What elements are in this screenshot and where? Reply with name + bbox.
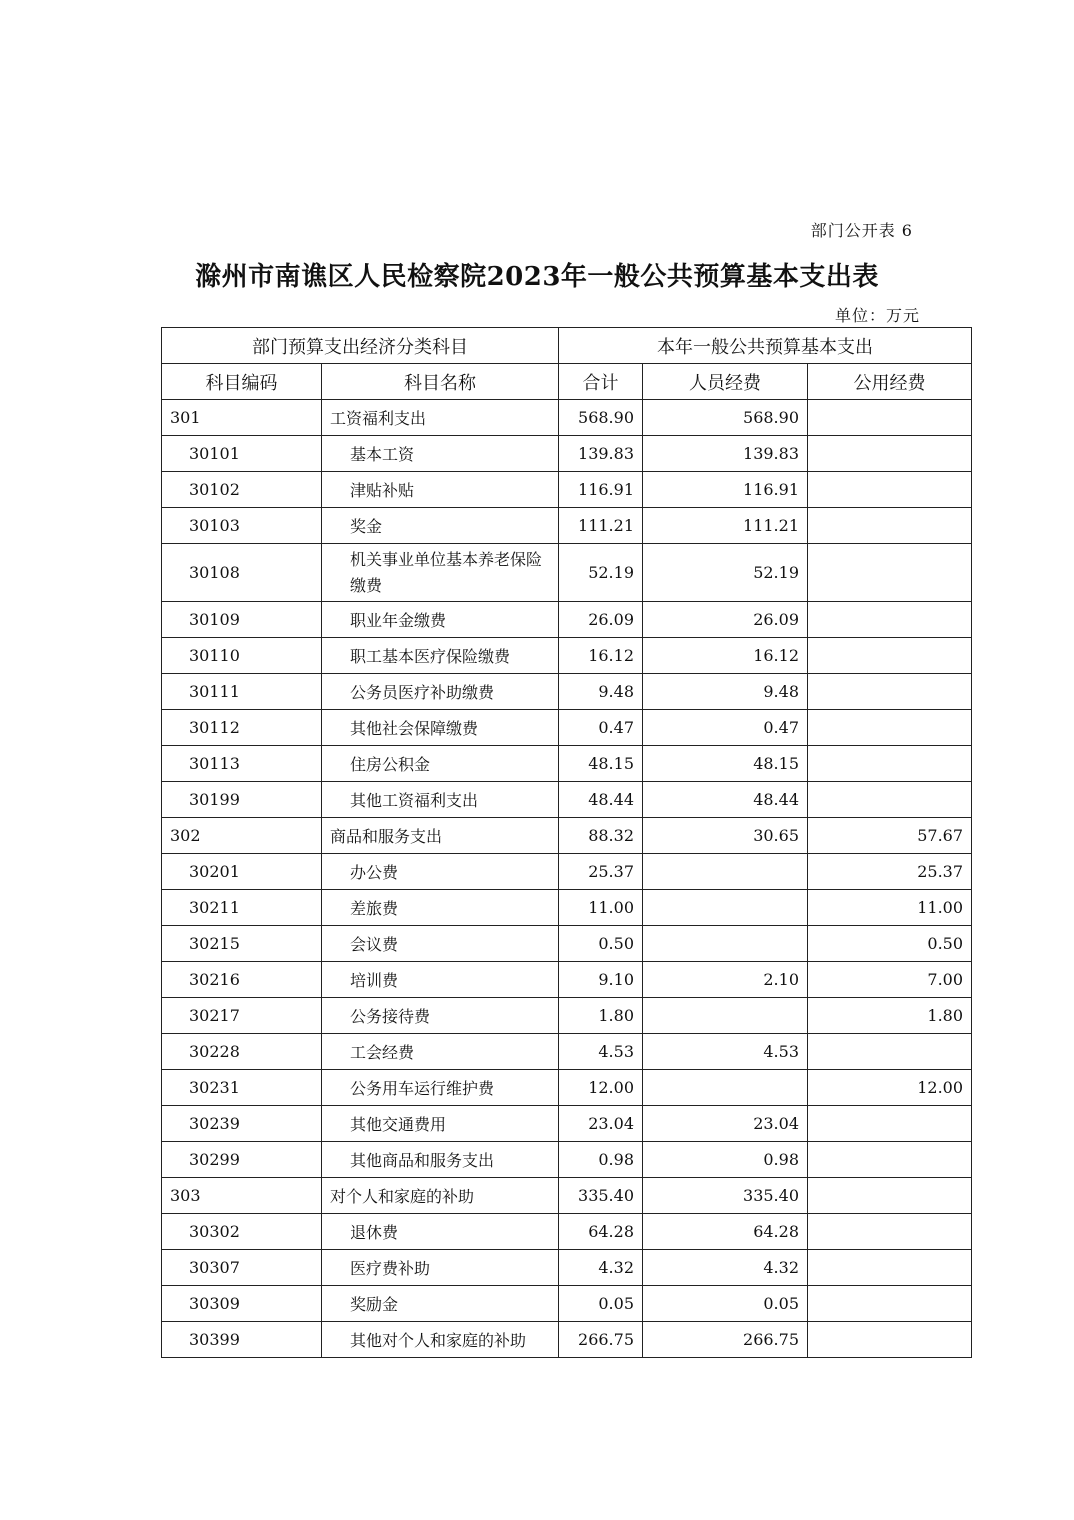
cell-total: 266.75 bbox=[559, 1322, 643, 1358]
page-title: 滁州市南谯区人民检察院2023年一般公共预算基本支出表 bbox=[195, 262, 879, 292]
cell-public bbox=[808, 674, 972, 710]
cell-name: 工资福利支出 bbox=[322, 400, 559, 436]
cell-code: 30103 bbox=[162, 508, 322, 544]
cell-public bbox=[808, 1286, 972, 1322]
cell-name: 其他交通费用 bbox=[322, 1106, 559, 1142]
cell-personnel: 16.12 bbox=[643, 638, 808, 674]
cell-personnel: 9.48 bbox=[643, 674, 808, 710]
cell-personnel bbox=[643, 890, 808, 926]
table-row bbox=[162, 508, 972, 544]
cell-public bbox=[808, 1322, 972, 1358]
cell-personnel: 568.90 bbox=[643, 400, 808, 436]
cell-public bbox=[808, 1106, 972, 1142]
cell-name: 其他工资福利支出 bbox=[322, 782, 559, 818]
cell-name: 商品和服务支出 bbox=[322, 818, 559, 854]
cell-code: 30399 bbox=[162, 1322, 322, 1358]
cell-public bbox=[808, 472, 972, 508]
cell-personnel: 335.40 bbox=[643, 1178, 808, 1214]
cell-public bbox=[808, 710, 972, 746]
cell-total: 23.04 bbox=[559, 1106, 643, 1142]
cell-public bbox=[808, 508, 972, 544]
cell-total: 111.21 bbox=[559, 508, 643, 544]
cell-name: 奖金 bbox=[322, 508, 559, 544]
cell-code: 30307 bbox=[162, 1250, 322, 1286]
cell-total: 116.91 bbox=[559, 472, 643, 508]
cell-public bbox=[808, 436, 972, 472]
cell-total: 88.32 bbox=[559, 818, 643, 854]
table-row bbox=[162, 1034, 972, 1070]
cell-code: 30113 bbox=[162, 746, 322, 782]
cell-name: 基本工资 bbox=[322, 436, 559, 472]
cell-total: 4.32 bbox=[559, 1250, 643, 1286]
cell-code: 30231 bbox=[162, 1070, 322, 1106]
cell-total: 4.53 bbox=[559, 1034, 643, 1070]
cell-code: 30108 bbox=[162, 544, 322, 602]
cell-code: 30102 bbox=[162, 472, 322, 508]
cell-code: 30239 bbox=[162, 1106, 322, 1142]
table-row bbox=[162, 746, 972, 782]
cell-total: 9.48 bbox=[559, 674, 643, 710]
cell-name: 培训费 bbox=[322, 962, 559, 998]
cell-code: 30217 bbox=[162, 998, 322, 1034]
cell-personnel: 139.83 bbox=[643, 436, 808, 472]
cell-personnel: 0.47 bbox=[643, 710, 808, 746]
cell-total: 26.09 bbox=[559, 602, 643, 638]
cell-name: 机关事业单位基本养老保险缴费 bbox=[322, 544, 559, 602]
table-row bbox=[162, 710, 972, 746]
cell-name: 办公费 bbox=[322, 854, 559, 890]
cell-name: 津贴补贴 bbox=[322, 472, 559, 508]
table-row bbox=[162, 1106, 972, 1142]
cell-name: 奖励金 bbox=[322, 1286, 559, 1322]
cell-code: 30101 bbox=[162, 436, 322, 472]
cell-total: 48.15 bbox=[559, 746, 643, 782]
header-personnel: 人员经费 bbox=[643, 364, 808, 400]
header-group-right: 本年一般公共预算基本支出 bbox=[559, 328, 972, 364]
cell-public bbox=[808, 544, 972, 602]
cell-total: 12.00 bbox=[559, 1070, 643, 1106]
table-row bbox=[162, 1322, 972, 1358]
cell-public bbox=[808, 1034, 972, 1070]
header-group-left: 部门预算支出经济分类科目 bbox=[162, 328, 559, 364]
cell-personnel: 116.91 bbox=[643, 472, 808, 508]
cell-public: 11.00 bbox=[808, 890, 972, 926]
cell-code: 302 bbox=[162, 818, 322, 854]
cell-personnel: 4.53 bbox=[643, 1034, 808, 1070]
cell-name: 其他社会保障缴费 bbox=[322, 710, 559, 746]
table-row bbox=[162, 854, 972, 890]
cell-name: 职业年金缴费 bbox=[322, 602, 559, 638]
cell-code: 303 bbox=[162, 1178, 322, 1214]
cell-total: 1.80 bbox=[559, 998, 643, 1034]
cell-public bbox=[808, 1142, 972, 1178]
table-row bbox=[162, 1070, 972, 1106]
cell-total: 48.44 bbox=[559, 782, 643, 818]
table-row bbox=[162, 544, 972, 602]
cell-personnel bbox=[643, 854, 808, 890]
cell-total: 0.05 bbox=[559, 1286, 643, 1322]
cell-code: 30299 bbox=[162, 1142, 322, 1178]
table-row bbox=[162, 1250, 972, 1286]
table-row bbox=[162, 998, 972, 1034]
cell-total: 0.50 bbox=[559, 926, 643, 962]
header-code: 科目编码 bbox=[162, 364, 322, 400]
cell-public: 7.00 bbox=[808, 962, 972, 998]
cell-public bbox=[808, 638, 972, 674]
cell-code: 30215 bbox=[162, 926, 322, 962]
table-row bbox=[162, 1142, 972, 1178]
cell-personnel: 2.10 bbox=[643, 962, 808, 998]
cell-total: 0.47 bbox=[559, 710, 643, 746]
table-row bbox=[162, 818, 972, 854]
cell-code: 301 bbox=[162, 400, 322, 436]
cell-personnel: 0.05 bbox=[643, 1286, 808, 1322]
cell-personnel: 48.44 bbox=[643, 782, 808, 818]
cell-public: 25.37 bbox=[808, 854, 972, 890]
cell-name: 其他对个人和家庭的补助 bbox=[322, 1322, 559, 1358]
cell-total: 139.83 bbox=[559, 436, 643, 472]
cell-name: 工会经费 bbox=[322, 1034, 559, 1070]
cell-public: 57.67 bbox=[808, 818, 972, 854]
cell-personnel: 30.65 bbox=[643, 818, 808, 854]
cell-code: 30110 bbox=[162, 638, 322, 674]
table-row bbox=[162, 400, 972, 436]
cell-code: 30109 bbox=[162, 602, 322, 638]
cell-code: 30211 bbox=[162, 890, 322, 926]
cell-personnel bbox=[643, 998, 808, 1034]
cell-public bbox=[808, 1250, 972, 1286]
cell-name: 公务接待费 bbox=[322, 998, 559, 1034]
cell-personnel: 64.28 bbox=[643, 1214, 808, 1250]
cell-public bbox=[808, 400, 972, 436]
cell-total: 9.10 bbox=[559, 962, 643, 998]
cell-code: 30216 bbox=[162, 962, 322, 998]
cell-total: 568.90 bbox=[559, 400, 643, 436]
cell-name: 退休费 bbox=[322, 1214, 559, 1250]
table-row bbox=[162, 602, 972, 638]
cell-total: 52.19 bbox=[559, 544, 643, 602]
cell-public: 1.80 bbox=[808, 998, 972, 1034]
cell-code: 30111 bbox=[162, 674, 322, 710]
cell-total: 16.12 bbox=[559, 638, 643, 674]
header-public: 公用经费 bbox=[808, 364, 972, 400]
cell-personnel: 48.15 bbox=[643, 746, 808, 782]
cell-total: 64.28 bbox=[559, 1214, 643, 1250]
unit-label: 单位：万元 bbox=[834, 306, 920, 325]
cell-public bbox=[808, 1214, 972, 1250]
header-total: 合计 bbox=[559, 364, 643, 400]
cell-personnel: 52.19 bbox=[643, 544, 808, 602]
table-row bbox=[162, 962, 972, 998]
cell-name: 对个人和家庭的补助 bbox=[322, 1178, 559, 1214]
cell-personnel: 23.04 bbox=[643, 1106, 808, 1142]
cell-name: 差旅费 bbox=[322, 890, 559, 926]
header-name: 科目名称 bbox=[322, 364, 559, 400]
cell-name: 公务员医疗补助缴费 bbox=[322, 674, 559, 710]
cell-personnel bbox=[643, 926, 808, 962]
table-row bbox=[162, 436, 972, 472]
table-row bbox=[162, 1214, 972, 1250]
cell-name: 会议费 bbox=[322, 926, 559, 962]
cell-code: 30309 bbox=[162, 1286, 322, 1322]
cell-personnel: 0.98 bbox=[643, 1142, 808, 1178]
cell-total: 0.98 bbox=[559, 1142, 643, 1178]
table-body bbox=[162, 400, 972, 1358]
budget-table bbox=[161, 327, 972, 1358]
cell-personnel: 111.21 bbox=[643, 508, 808, 544]
cell-code: 30228 bbox=[162, 1034, 322, 1070]
cell-personnel: 4.32 bbox=[643, 1250, 808, 1286]
table-row bbox=[162, 472, 972, 508]
table-row bbox=[162, 782, 972, 818]
table-row bbox=[162, 890, 972, 926]
table-row bbox=[162, 674, 972, 710]
cell-total: 25.37 bbox=[559, 854, 643, 890]
table-row bbox=[162, 926, 972, 962]
cell-public bbox=[808, 602, 972, 638]
cell-code: 30112 bbox=[162, 710, 322, 746]
cell-public bbox=[808, 746, 972, 782]
cell-public bbox=[808, 1178, 972, 1214]
table-label: 部门公开表 6 bbox=[810, 221, 913, 240]
cell-code: 30201 bbox=[162, 854, 322, 890]
cell-personnel: 26.09 bbox=[643, 602, 808, 638]
table-row bbox=[162, 1286, 972, 1322]
cell-name: 公务用车运行维护费 bbox=[322, 1070, 559, 1106]
cell-personnel: 266.75 bbox=[643, 1322, 808, 1358]
cell-name: 医疗费补助 bbox=[322, 1250, 559, 1286]
cell-public: 12.00 bbox=[808, 1070, 972, 1106]
cell-public: 0.50 bbox=[808, 926, 972, 962]
cell-personnel bbox=[643, 1070, 808, 1106]
cell-total: 11.00 bbox=[559, 890, 643, 926]
table-row bbox=[162, 638, 972, 674]
cell-code: 30199 bbox=[162, 782, 322, 818]
cell-code: 30302 bbox=[162, 1214, 322, 1250]
cell-name: 其他商品和服务支出 bbox=[322, 1142, 559, 1178]
table-row bbox=[162, 1178, 972, 1214]
cell-name: 住房公积金 bbox=[322, 746, 559, 782]
cell-public bbox=[808, 782, 972, 818]
cell-name: 职工基本医疗保险缴费 bbox=[322, 638, 559, 674]
cell-total: 335.40 bbox=[559, 1178, 643, 1214]
